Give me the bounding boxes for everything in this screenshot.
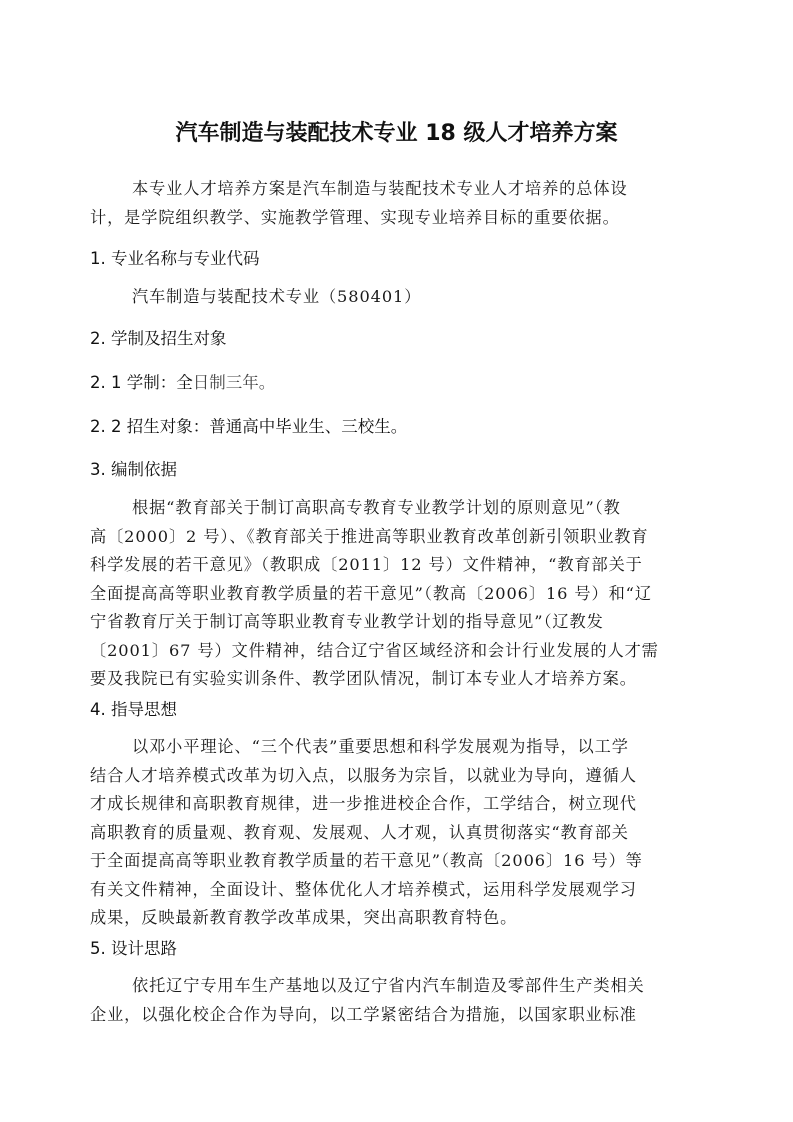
paragraph-line: 科学发展的若干意见》（教职成〔2011〕12 号）文件精神，“教育部关于 xyxy=(90,555,643,574)
major-name-code: 汽车制造与装配技术专业（580401） xyxy=(132,287,422,306)
paragraph-line: 以邓小平理论、“三个代表”重要思想和科学发展观为指导，以工学 xyxy=(132,737,629,756)
paragraph-line: 要及我院已有实验实训条件、教学团队情况，制订本专业人才培养方案。 xyxy=(90,669,637,688)
paragraph-line: 高职教育的质量观、教育观、发展观、人才观，认真贯彻落实“教育部关 xyxy=(90,822,629,842)
paragraph-line: 才成长规律和高职教育规律，进一步推进校企合作，工学结合，树立现代 xyxy=(90,794,637,813)
intro-line: 计，是学院组织教学、实施教学管理、实现专业培养目标的重要依据。 xyxy=(90,207,620,227)
paragraph-line: 依托辽宁专用车生产基地以及辽宁省内汽车制造及零部件生产类相关 xyxy=(132,976,645,995)
paragraph-line: 于全面提高高等职业教育教学质量的若干意见”（教高〔2006〕16 号）等 xyxy=(90,851,643,870)
heading-prefix: 2. 1 学制：全 xyxy=(90,373,193,392)
paragraph-line: 企业，以强化校企合作为导向，以工学紧密结合为措施，以国家职业标准 xyxy=(90,1004,637,1024)
design-idea-paragraph xyxy=(90,972,714,1029)
paragraph-line: 成果，反映最新教育教学改革成果，突出高职教育特色。 xyxy=(90,908,518,927)
intro-paragraph xyxy=(90,175,714,232)
section-heading-5: 5. 设计思路 xyxy=(90,939,177,958)
paragraph-line: 有关文件精神，全面设计、整体优化人才培养模式，运用科学发展观学习 xyxy=(90,879,637,899)
paragraph-line: 全面提高高等职业教育教学质量的若干意见”（教高〔2006〕16 号）和“辽 xyxy=(90,583,652,603)
guiding-thought-paragraph xyxy=(90,733,714,933)
heading-suffix: 日制三年。 xyxy=(192,373,276,392)
section-heading-4: 4. 指导思想 xyxy=(90,700,177,719)
section-heading-3: 3. 编制依据 xyxy=(90,460,177,479)
paragraph-line: 宁省教育厅关于制订高等职业教育专业教学计划的指导意见”（辽教发 xyxy=(90,612,604,631)
paragraph-line: 根据“教育部关于制订高职高专教育专业教学计划的原则意见”（教 xyxy=(132,498,621,517)
basis-paragraph xyxy=(90,494,714,694)
paragraph-line: 高〔2000〕2 号）、《教育部关于推进高等职业教育改革创新引领职业教育 xyxy=(90,526,649,546)
document-title: 汽车制造与装配技术专业 18 级人才培养方案 xyxy=(175,121,618,146)
paragraph-line: 〔2001〕67 号）文件精神，结合辽宁省区域经济和会计行业发展的人才需 xyxy=(90,640,659,660)
section-heading-2-2: 2. 2 招生对象：普通高中毕业生、三校生。 xyxy=(90,417,408,436)
section-heading-2-1 xyxy=(90,370,275,396)
paragraph-line: 结合人才培养模式改革为切入点，以服务为宗旨，以就业为导向，遵循人 xyxy=(90,765,637,785)
section-heading-1: 1. 专业名称与专业代码 xyxy=(90,249,260,268)
intro-line: 本专业人才培养方案是汽车制造与装配技术专业人才培养的总体设 xyxy=(132,179,628,198)
section-heading-2: 2. 学制及招生对象 xyxy=(90,329,227,348)
